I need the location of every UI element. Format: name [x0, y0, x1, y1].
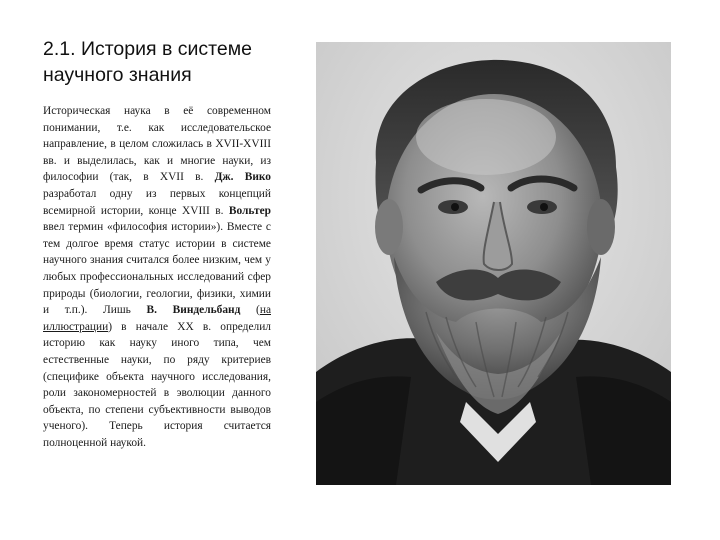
slide-title: 2.1. История в системе научного знания — [43, 38, 252, 86]
portrait-photo — [316, 42, 671, 485]
name-voltaire: Вольтер — [228, 204, 271, 217]
illustration-reference: на иллюстрации — [43, 304, 271, 333]
text-part: ( — [240, 304, 260, 317]
text-part: разработал одну из первых концепций всемирной истории, конце XVIII в. — [43, 187, 271, 217]
text-part: ) в начале XX в. определил историю как науку иного типа, чем естественные науки, по ряду критериев (специфике объекта научного исследования, роли закономерностей в эволюции данного объекта, по степени субъективности выводов ученого). Теперь история считается полноценной наукой. — [43, 320, 271, 449]
portrait-image — [316, 42, 671, 485]
text-part: Историческая наука в её современном понимании, т.е. как исследовательское направление, в целом сложилась в XVII-XVIII вв. и выделилась, как и многие науки, из философии (так, в XVII в. — [43, 105, 271, 184]
text-part: ввел термин «философия истории»). Вместе с тем долгое время статус истории в системе научного знания считался более низким, чем у любых профессиональных исследований сфер природы (биологии, геологии, физики, химии и т.п.). Лишь — [43, 221, 271, 317]
name-vico: Дж. Вико — [214, 171, 271, 184]
body-paragraph — [43, 103, 271, 451]
name-windelband: В. Виндельбанд — [146, 304, 241, 317]
